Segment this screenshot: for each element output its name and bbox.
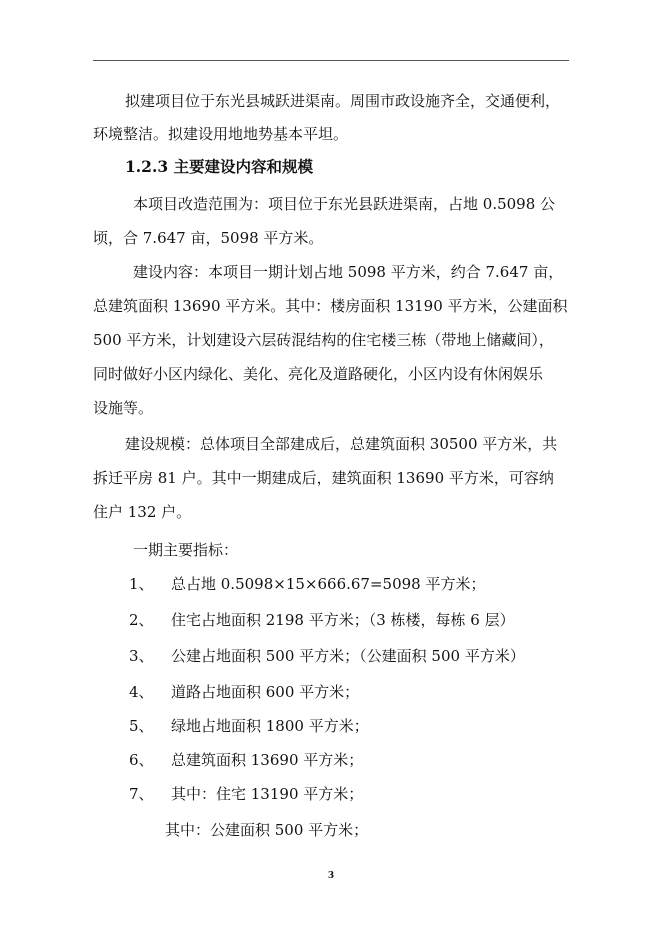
scale-line-2: 拆迁平房 81 户。其中一期建成后，建筑面积 13690 平方米，可容纳 xyxy=(93,469,554,487)
indicator-number: 4、 xyxy=(129,683,154,701)
page-number: 3 xyxy=(327,871,335,881)
indicator-number: 7、 xyxy=(129,785,154,803)
scale-line-1: 建设规模：总体项目全部建成后，总建筑面积 30500 平方米，共 xyxy=(125,435,558,453)
indicator-text: 公建占地面积 500 平方米；（公建面积 500 平方米） xyxy=(171,647,525,665)
indicator-text: 住宅占地面积 2198 平方米；（3 栋楼，每栋 6 层） xyxy=(171,611,515,629)
header-rule xyxy=(93,60,569,61)
section-heading: 1.2.3 主要建设内容和规模 xyxy=(125,157,314,176)
indicator-number: 1、 xyxy=(129,575,154,593)
indicator-number: 6、 xyxy=(129,751,154,769)
indicator-number: 5、 xyxy=(129,717,154,735)
location-line-2: 环境整洁。拟建设用地地势基本平坦。 xyxy=(93,125,349,143)
scale-line-3: 住户 132 户。 xyxy=(93,503,192,521)
indicator-extra: 其中：公建面积 500 平方米； xyxy=(165,821,369,839)
indicator-text: 其中：住宅 13190 平方米； xyxy=(171,785,364,803)
indicator-number: 3、 xyxy=(129,647,154,665)
content-line-1: 建设内容：本项目一期计划占地 5098 平方米，约合 7.647 亩， xyxy=(133,263,564,281)
indicator-text: 总建筑面积 13690 平方米； xyxy=(171,751,364,769)
indicator-text: 道路占地面积 600 平方米； xyxy=(171,683,360,701)
indicators-title: 一期主要指标： xyxy=(133,541,239,559)
location-line-1: 拟建项目位于东光县城跃进渠南。周围市政设施齐全，交通便利， xyxy=(125,92,561,110)
indicator-text: 绿地占地面积 1800 平方米； xyxy=(171,717,369,735)
indicator-text: 总占地 0.5098×15×666.67=5098 平方米； xyxy=(171,575,486,593)
content-line-2: 总建筑面积 13690 平方米。其中：楼房面积 13190 平方米，公建面积 xyxy=(93,297,568,315)
content-line-3: 500 平方米，计划建设六层砖混结构的住宅楼三栋（带地上储藏间）， xyxy=(93,331,554,349)
scope-line-2: 顷，合 7.647 亩，5098 平方米。 xyxy=(93,229,324,247)
indicator-number: 2、 xyxy=(129,611,154,629)
scope-line-1: 本项目改造范围为：项目位于东光县跃进渠南，占地 0.5098 公 xyxy=(133,195,556,213)
content-line-5: 设施等。 xyxy=(93,399,154,417)
content-line-4: 同时做好小区内绿化、美化、亮化及道路硬化，小区内设有休闲娱乐 xyxy=(93,365,544,383)
